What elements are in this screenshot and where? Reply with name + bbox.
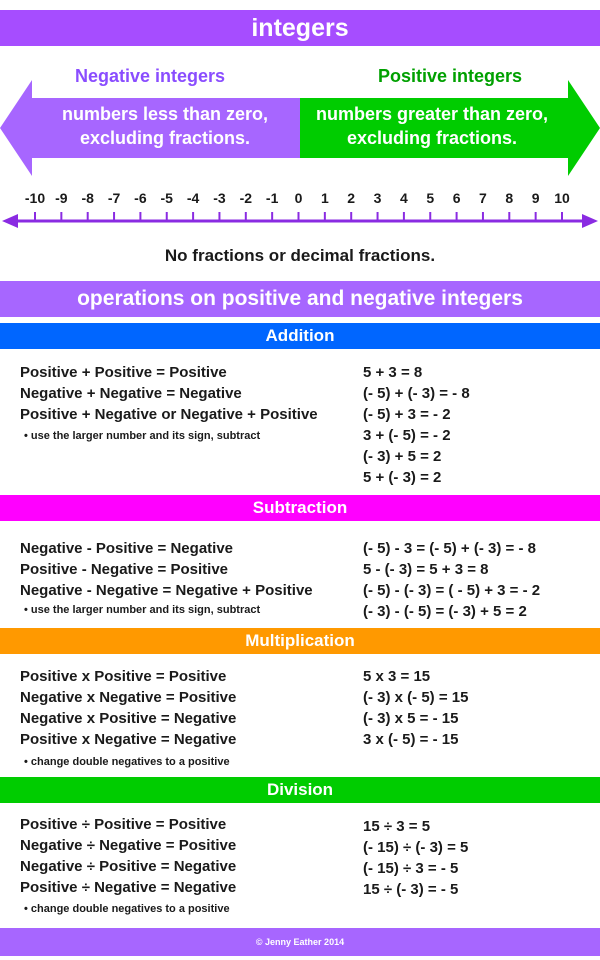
tick-label: 1: [320, 190, 329, 206]
tick-label: 7: [479, 190, 487, 206]
positive-integers-label: Positive integers: [377, 66, 523, 86]
tick-label: 9: [531, 190, 540, 206]
division-example-3: (- 15) ÷ 3 = - 5: [363, 860, 459, 877]
no-fractions-note: No fractions or decimal fractions.: [164, 246, 436, 265]
number-line-right-arrowhead: [582, 214, 598, 228]
division-rule-1: Positive ÷ Positive = Positive: [20, 816, 227, 833]
addition-example-3: (- 5) + 3 = - 2: [363, 406, 451, 423]
subtraction-example-3: (- 5) - (- 3) = ( - 5) + 3 = - 2: [363, 582, 541, 599]
number-line-left-arrowhead: [2, 214, 18, 228]
multiplication-rule-3: Negative x Positive = Negative: [20, 710, 237, 727]
tick-label: 0: [294, 190, 303, 206]
tick-label: -5: [160, 190, 173, 206]
tick-label: 10: [554, 190, 570, 206]
subtraction-rule-3: Negative - Negative = Negative + Positive: [20, 582, 313, 599]
tick-label: 5: [426, 190, 435, 206]
tick-label: -4: [186, 190, 200, 206]
tick-label: -7: [107, 190, 121, 206]
multiplication-example-1: 5 x 3 = 15: [363, 668, 431, 685]
tick-label: 6: [452, 190, 461, 206]
division-example-2: (- 15) ÷ (- 3) = 5: [363, 839, 469, 856]
addition-example-1: 5 + 3 = 8: [363, 364, 423, 381]
negative-integers-description: [40, 102, 290, 150]
page-title: integers: [0, 10, 600, 46]
positive-desc-line-2: excluding fractions.: [346, 128, 518, 148]
tick-label: 4: [399, 190, 408, 206]
multiplication-rule-2: Negative x Negative = Positive: [20, 689, 237, 706]
division-example-1: 15 ÷ 3 = 5: [363, 818, 431, 835]
multiplication-header: Multiplication: [0, 628, 600, 654]
subtraction-rule-1: Negative - Positive = Negative: [20, 540, 234, 557]
multiplication-rule-4: Positive x Negative = Negative: [20, 731, 237, 748]
multiplication-example-4: 3 x (- 5) = - 15: [363, 731, 459, 748]
subtraction-example-1: (- 5) - 3 = (- 5) + (- 3) = - 8: [363, 540, 536, 557]
negative-desc-line-2: excluding fractions.: [79, 128, 251, 148]
division-header: Division: [0, 777, 600, 803]
tick-label: -10: [24, 190, 46, 206]
operations-title: operations on positive and negative integers: [0, 281, 600, 317]
tick-label: -2: [239, 190, 253, 206]
tick-label: -6: [134, 190, 147, 206]
subtraction-example-2: 5 - (- 3) = 5 + 3 = 8: [363, 561, 489, 578]
addition-header: Addition: [0, 323, 600, 349]
tick-label: -1: [265, 190, 279, 206]
tick-label: 8: [505, 190, 514, 206]
multiplication-note: • change double negatives to a positive: [24, 756, 230, 768]
addition-rule-2: Negative + Negative = Negative: [20, 385, 242, 402]
addition-example-6: 5 + (- 3) = 2: [363, 469, 442, 486]
positive-integers-description: [307, 102, 557, 150]
division-rule-4: Positive ÷ Negative = Negative: [20, 879, 237, 896]
tick-label: 2: [347, 190, 356, 206]
negative-desc-line-1: numbers less than zero,: [61, 104, 269, 124]
copyright-footer: © Jenny Eather 2014: [0, 928, 600, 956]
division-note: • change double negatives to a positive: [24, 903, 230, 915]
addition-example-2: (- 5) + (- 3) = - 8: [363, 385, 470, 402]
subtraction-example-4: (- 3) - (- 5) = (- 3) + 5 = 2: [363, 603, 527, 620]
addition-rule-1: Positive + Positive = Positive: [20, 364, 227, 381]
number-line: [0, 206, 600, 236]
subtraction-header: Subtraction: [0, 495, 600, 521]
addition-rule-3: Positive + Negative or Negative + Positive: [20, 406, 318, 423]
number-line-ticks: [35, 212, 562, 221]
addition-example-5: (- 3) + 5 = 2: [363, 448, 442, 465]
multiplication-rule-1: Positive x Positive = Positive: [20, 668, 227, 685]
multiplication-example-2: (- 3) x (- 5) = 15: [363, 689, 469, 706]
positive-desc-line-1: numbers greater than zero,: [315, 104, 549, 124]
division-rule-2: Negative ÷ Negative = Positive: [20, 837, 237, 854]
tick-label: -8: [81, 190, 94, 206]
addition-note: • use the larger number and its sign, subtract: [24, 430, 261, 442]
multiplication-example-3: (- 3) x 5 = - 15: [363, 710, 459, 727]
subtraction-note: • use the larger number and its sign, subtract: [24, 604, 261, 616]
subtraction-rule-2: Positive - Negative = Positive: [20, 561, 229, 578]
division-rule-3: Negative ÷ Positive = Negative: [20, 858, 237, 875]
tick-label: 3: [373, 190, 382, 206]
tick-label: -9: [55, 190, 68, 206]
negative-integers-label: Negative integers: [74, 66, 226, 86]
tick-label: -3: [213, 190, 226, 206]
division-example-4: 15 ÷ (- 3) = - 5: [363, 881, 459, 898]
addition-example-4: 3 + (- 5) = - 2: [363, 427, 451, 444]
